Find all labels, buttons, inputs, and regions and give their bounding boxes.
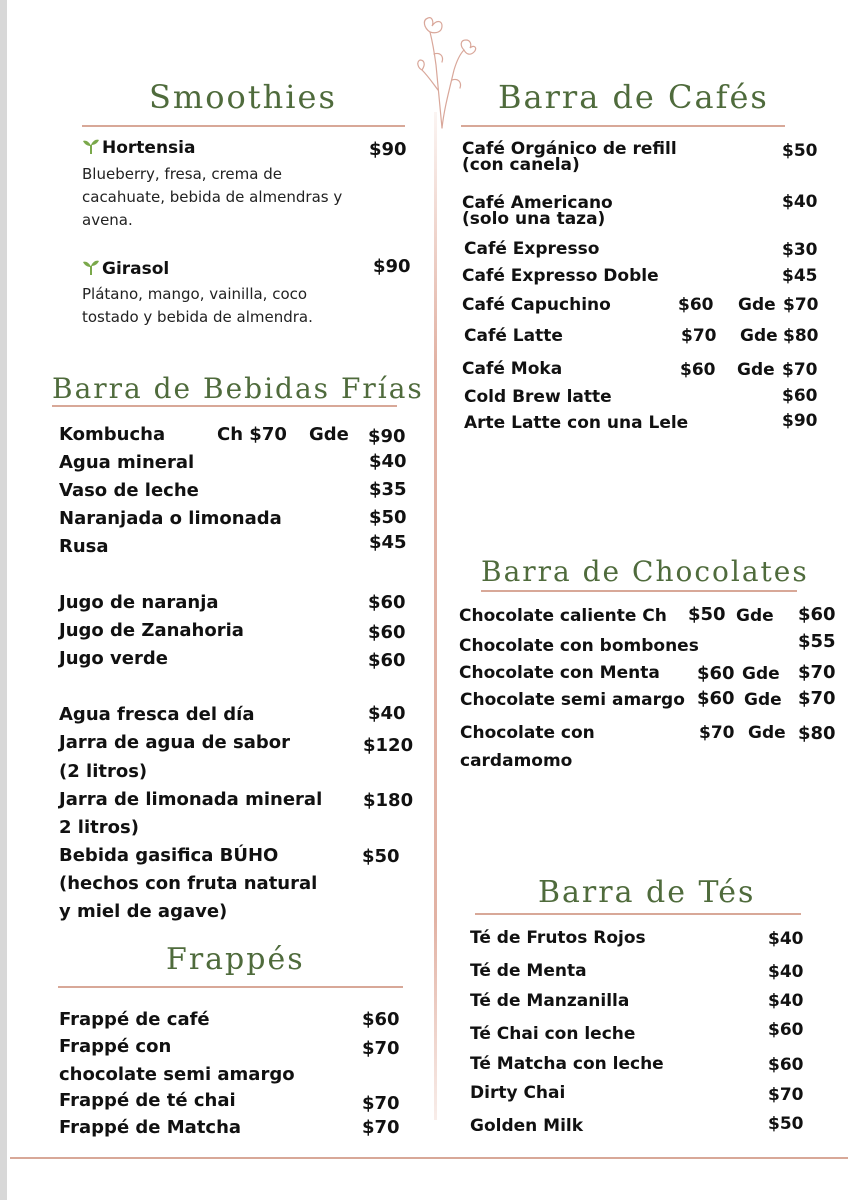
menu-item-name: Chocolate con Menta [459,663,660,683]
menu-item-price: $60 [368,650,406,671]
menu-item-name: Cold Brew latte [464,387,612,407]
menu-item-description: Blueberry, fresa, crema de [82,165,282,183]
menu-item-name: Agua mineral [59,452,195,473]
menu-item-name: Chocolate con [460,723,595,743]
menu-item-price: $90 [369,139,407,160]
menu-item-price: $40 [768,929,804,949]
menu-item-name: Té de Manzanilla [470,991,630,1011]
menu-item-price: $60 [368,622,406,643]
menu-item-price: $40 [369,451,407,472]
menu-item-price: $45 [782,266,818,286]
sprout-icon [82,258,100,276]
menu-item-price: $50 [782,141,818,161]
menu-item-price-small: $60 [697,688,735,709]
menu-item-price: $35 [369,479,407,500]
menu-item-name: Café Expresso [464,239,600,259]
menu-item-size-large: Gde [738,295,776,315]
menu-item-name: Té Matcha con leche [470,1054,664,1074]
menu-item-name-line2: (solo una taza) [462,209,606,229]
menu-item-name-line2: cardamomo [460,751,573,771]
menu-item-price: $40 [368,703,406,724]
menu-item-description: Plátano, mango, vainilla, coco [82,285,308,303]
menu-item-price: $50 [362,846,400,867]
menu-item-size-large: Gde [737,360,775,380]
menu-item-name: Jugo verde [59,648,168,669]
menu-item-name-line3: y miel de agave) [59,901,228,922]
menu-item-name: Dirty Chai [470,1083,566,1103]
menu-item-name: Café Capuchino [462,295,611,315]
menu-item-price: $70 [362,1093,400,1114]
menu-item-name: Arte Latte con una Lele [464,413,689,433]
menu-item-price: $90 [373,256,411,277]
menu-item-name-line2: 2 litros) [59,817,139,838]
menu-item-price: $60 [798,604,836,625]
menu-item-price-small: $70 [699,723,735,743]
menu-item-name: Golden Milk [470,1116,584,1136]
chocolate-bar-rule [481,590,797,592]
menu-item-price: $80 [798,723,836,744]
frappes-rule [58,986,403,988]
menu-item-description: tostado y bebida de almendra. [82,308,313,326]
menu-item-price: $180 [363,790,414,811]
menu-item-price: $30 [782,240,818,260]
column-divider [434,112,437,1120]
menu-item-price: $70 [362,1038,400,1059]
menu-item-price: $40 [782,192,818,212]
menu-item-price: $80 [783,326,819,346]
menu-item-size-large: Gde [748,723,786,743]
menu-item-price: $70 [362,1117,400,1138]
menu-item-price: $70 [783,295,819,315]
menu-item-name: Chocolate caliente Ch [459,606,667,626]
chocolate-bar-heading: Barra de Chocolates [481,555,809,588]
menu-item-size-large: Gde [744,690,782,710]
menu-item-price: $60 [362,1009,400,1030]
menu-item-name: Café Expresso Doble [462,266,659,286]
sprout-icon [82,137,100,155]
menu-item-name: Té Chai con leche [470,1024,636,1044]
tea-bar-rule [475,913,801,915]
menu-item-price: $70 [782,360,818,380]
menu-item-price-small: $60 [680,360,716,380]
menu-item-price: $50 [369,507,407,528]
menu-item-name: Girasol [102,259,170,279]
menu-item-name: Café Latte [464,326,563,346]
menu-item-name: Té de Menta [470,961,587,981]
menu-item-name: Rusa [59,536,109,557]
menu-item-name-line2: (con canela) [462,155,580,175]
frappes-heading: Frappés [166,942,305,977]
menu-item-price: $70 [798,662,836,683]
menu-item-price: $60 [768,1020,804,1040]
menu-item-size-large: Gde [309,424,349,445]
menu-item-name-line2: chocolate semi amargo [59,1064,295,1085]
menu-item-name: Agua fresca del día [59,704,255,725]
menu-item-price: $40 [768,962,804,982]
menu-item-name-line2: (hechos con fruta natural [59,873,318,894]
menu-item-name: Naranjada o limonada [59,508,282,529]
coffee-bar-rule [461,125,785,127]
menu-item-name-line2: (2 litros) [59,761,148,782]
menu-item-description: cacahuate, bebida de almendras y [82,188,343,206]
menu-item-name: Jarra de agua de sabor [59,732,290,753]
menu-item-name: Té de Frutos Rojos [470,928,646,948]
menu-item-price: $50 [768,1114,804,1134]
menu-item-name: Frappé con [59,1036,172,1057]
menu-item-price: $60 [768,1055,804,1075]
menu-item-size-large: Gde [740,326,778,346]
smoothies-rule [82,125,405,127]
menu-item-name: Jarra de limonada mineral [59,789,323,810]
cold-bar-rule [52,405,397,407]
menu-item-name: Hortensia [102,138,196,158]
menu-item-name: Chocolate semi amargo [460,690,685,710]
flower-line-art-icon [408,10,478,130]
menu-item-name: Café Americano [462,193,613,213]
menu-item-price: $90 [782,411,818,431]
menu-item-name: Café Orgánico de refill [462,139,677,159]
menu-item-name: Jugo de Zanahoria [59,620,244,641]
cold-bar-heading: Barra de Bebidas Frías [52,372,424,405]
menu-item-price: $40 [768,991,804,1011]
menu-item-name: Bebida gasifica BÚHO [59,845,279,866]
menu-item-price-small: $70 [681,326,717,346]
page-edge [0,0,7,1200]
menu-item-price-small: $60 [678,295,714,315]
menu-item-price: $60 [368,592,406,613]
menu-item-name: Frappé de Matcha [59,1117,242,1138]
menu-item-size-large: Gde [736,606,774,626]
menu-item-name: Café Moka [462,359,563,379]
menu-item-price: $120 [363,735,414,756]
menu-item-name: Vaso de leche [59,480,199,501]
menu-item-price: $90 [368,426,406,447]
menu-item-price-small: $50 [688,604,726,625]
menu-item-name: Frappé de café [59,1009,210,1030]
tea-bar-heading: Barra de Tés [538,875,756,910]
coffee-bar-heading: Barra de Cafés [498,78,769,116]
menu-item-price: $45 [369,532,407,553]
menu-item-price: $60 [782,386,818,406]
menu-item-price: $70 [768,1085,804,1105]
smoothies-heading: Smoothies [149,78,337,116]
menu-item-price-small: Ch $70 [217,424,287,445]
menu-item-description: avena. [82,211,133,229]
menu-item-size-large: Gde [742,664,780,684]
menu-item-name: Frappé de té chai [59,1090,236,1111]
menu-item-name: Jugo de naranja [59,592,219,613]
menu-item-name: Chocolate con bombones [459,636,699,656]
bottom-rule [10,1157,848,1159]
menu-item-name: Kombucha [59,424,166,445]
menu-item-price-small: $60 [697,663,735,684]
menu-item-price: $70 [798,688,836,709]
menu-item-price: $55 [798,631,836,652]
